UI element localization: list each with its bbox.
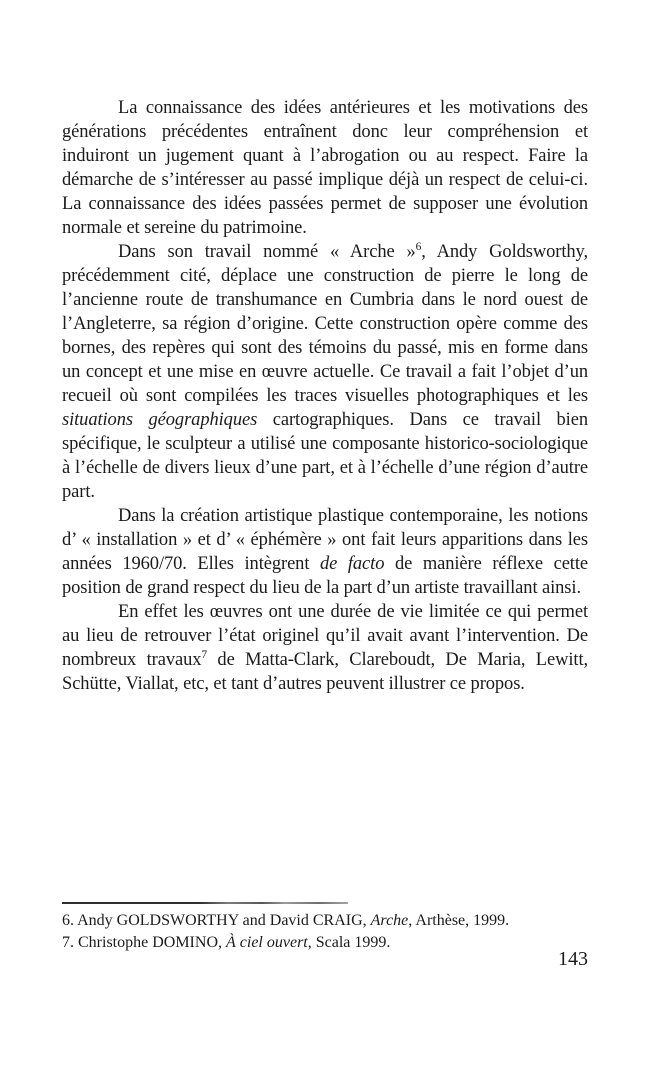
text-run: 7. Christophe DOMINO, <box>62 934 226 951</box>
text-run: 6. Andy GOLDSWORTHY and David CRAIG, <box>62 912 371 929</box>
text-run: Dans la création artistique plastique contemporaine, les notions d’ « installation » et d’ « éphémère » ont fait leurs apparitions dans les années 1960/70. Elles intègrent <box>62 506 588 574</box>
body-text <box>62 96 588 696</box>
footnote-reference-superscript: 7 <box>201 648 208 661</box>
text-run: de manière réflexe cette position de grand respect du lieu de la part d’un artiste travaillant ainsi. <box>62 554 588 598</box>
footnote <box>62 910 588 932</box>
paragraph <box>62 600 588 696</box>
text-run: La connaissance des idées antérieures et les motivations des générations précédentes entraînent donc leur compréhension et induiront un jugement quant à l’abrogation ou au respect. Faire la démarche de s’intéresser au passé implique déjà un respect de celui-ci. La connaissance des idées passées permet de supposer une évolution normale et sereine du patrimoine. <box>62 98 588 238</box>
text-run: En effet les œuvres ont une durée de vie limitée ce qui permet au lieu de retrouver l’état originel qu’il avait avant l’intervention. De nombreux travaux <box>62 602 588 670</box>
text-run: , Andy Goldsworthy, précédemment cité, déplace une construction de pierre le long de l’ancienne route de transhumance en Cumbria dans le nord ouest de l’Angleterre, sa région d’origine. Cette construction opère comme des bornes, des repères qui sont des témoins du passé, mis en forme dans un concept et une mise en œuvre actuelle. Ce travail a fait l’objet d’un recueil où sont compilées les traces visuelles photographiques et les <box>62 242 588 406</box>
italic-text-run: situations géographiques <box>62 410 258 430</box>
paragraph <box>62 240 588 504</box>
text-run: , Arthèse, 1999. <box>408 912 510 929</box>
italic-text-run: À ciel ouvert <box>226 934 308 951</box>
footnote <box>62 932 588 954</box>
text-run: de Matta-Clark, Clareboudt, De Maria, Lewitt, Schütte, Viallat, etc, et tant d’autres peuvent illustrer ce propos. <box>62 650 589 694</box>
paragraph <box>62 96 588 240</box>
paragraph <box>62 504 588 600</box>
footnote-separator-rule <box>62 902 348 904</box>
italic-text-run: Arche <box>370 912 409 929</box>
footnote-reference-superscript: 6 <box>415 240 422 253</box>
text-run: , Scala 1999. <box>307 934 391 951</box>
page-number: 143 <box>558 948 588 970</box>
italic-text-run: de facto <box>319 554 385 574</box>
footnotes <box>62 910 588 954</box>
text-run: Dans son travail nommé « Arche » <box>118 242 416 262</box>
text-run: cartographiques. Dans ce travail bien spécifique, le sculpteur a utilisé une composante historico-sociologique à l’échelle de divers lieux d’une part, et à l’échelle d’une région d’autre part. <box>62 410 588 502</box>
